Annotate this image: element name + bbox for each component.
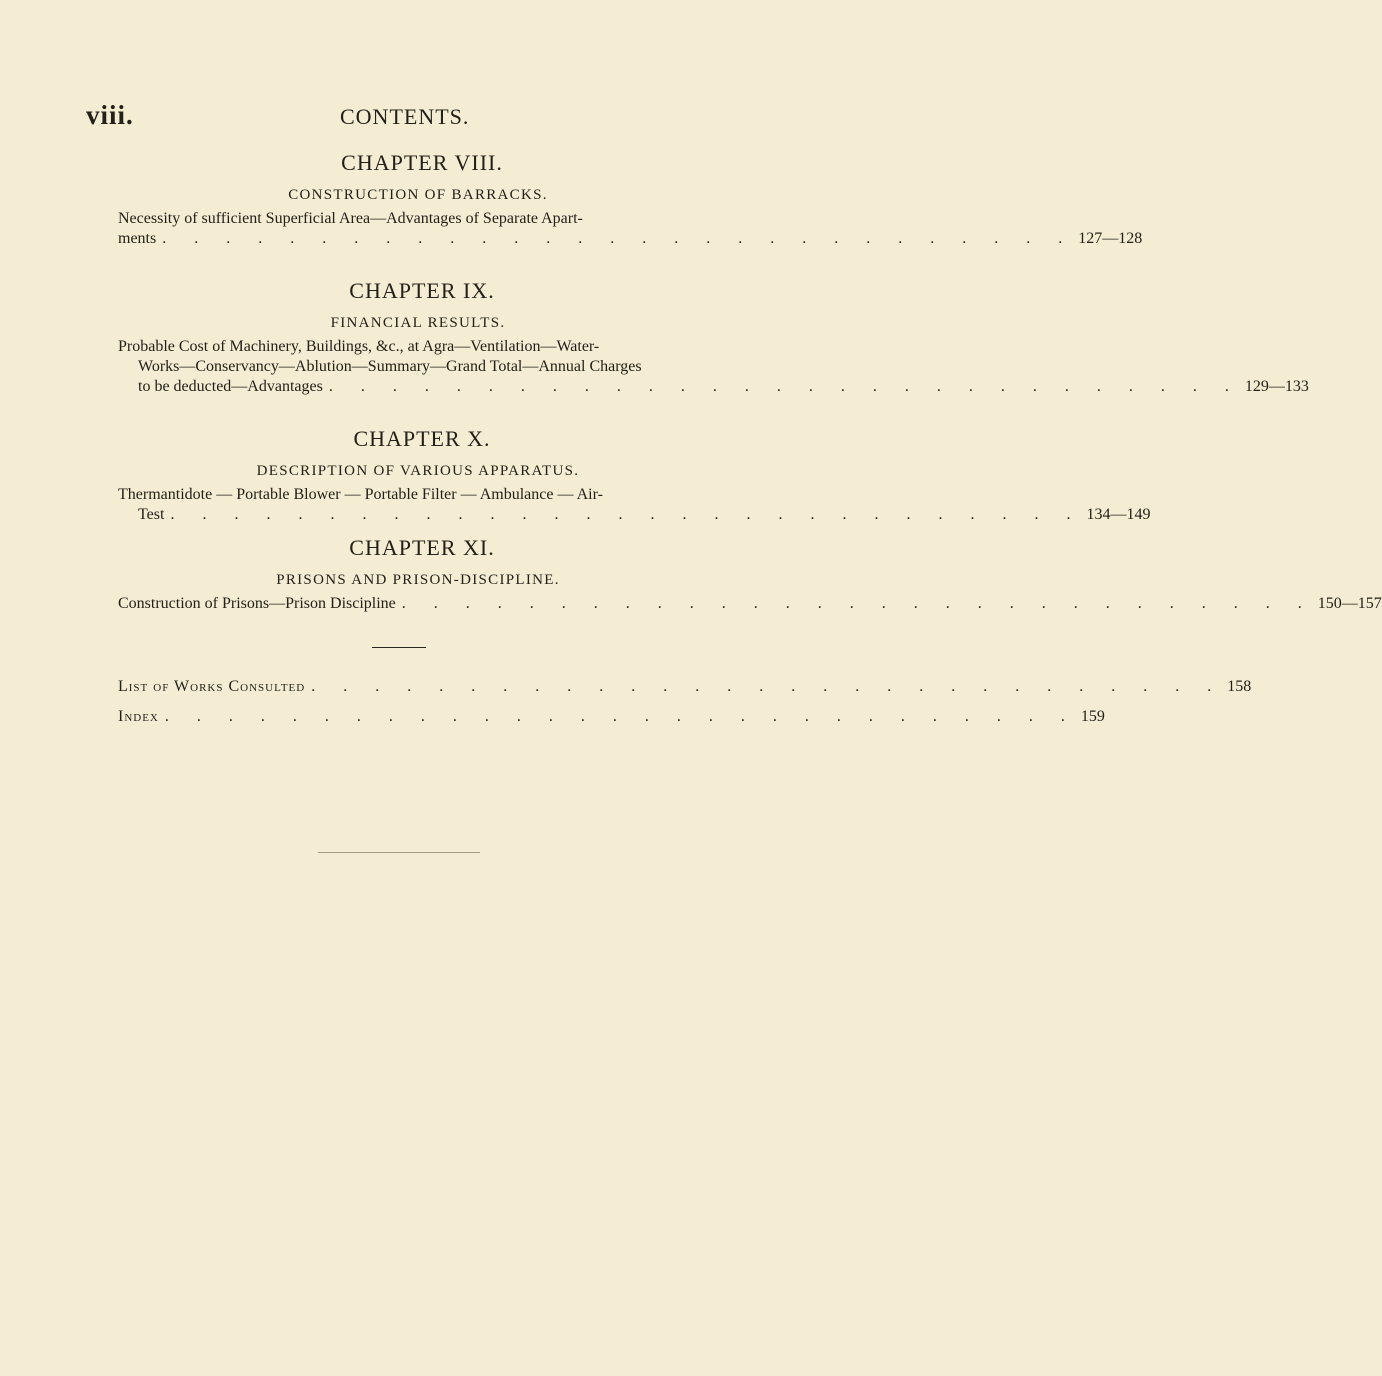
chapter-contents	[118, 209, 1143, 249]
chapter-10	[118, 426, 1151, 525]
page-range: 134—149	[1086, 506, 1151, 523]
page-folio: viii.	[86, 100, 134, 130]
chapter-heading: CHAPTER X.	[353, 426, 491, 451]
contents-line: Probable Cost of Machinery, Buildings, &c., at Agra—Ventilation—Water-	[118, 338, 600, 355]
contents-line: Thermantidote — Portable Blower — Portable Filter — Ambulance — Air-	[118, 486, 603, 503]
chapter-contents	[118, 485, 1151, 525]
chapter-subtitle: CONSTRUCTION OF BARRACKS.	[288, 187, 548, 203]
contents-line: Necessity of sufficient Superficial Area—Advantages of Separate Apart-	[118, 210, 583, 227]
dot-leader: . . . . . . . . . . . . . . . . . . . . . . . . . . . . .	[164, 708, 1077, 725]
dot-leader: . . . . . . . . . . . . . . . . . . . . . . . . . . . . .	[170, 506, 1083, 523]
chapter-subtitle: DESCRIPTION OF VARIOUS APPARATUS.	[256, 463, 580, 479]
contents-last-line: to be deducted—Advantages . . . . . . . . . . . . . . . . . . . . . . . . . . . . . 129—133	[138, 378, 1309, 395]
chapter-subtitle: PRISONS AND PRISON-DISCIPLINE.	[276, 572, 560, 588]
page-range: 129—133	[1244, 378, 1309, 395]
contents-last-line: Construction of Prisons—Prison Discipline . . . . . . . . . . . . . . . . . . . . . . . . . . . . . 150—157	[118, 595, 1382, 612]
section-divider	[372, 647, 426, 648]
back-matter-list-of-works	[118, 678, 1252, 696]
chapter-heading: CHAPTER IX.	[349, 278, 495, 303]
chapter-subtitle: FINANCIAL RESULTS.	[330, 315, 506, 331]
running-head-title: CONTENTS.	[340, 104, 470, 129]
dot-leader: . . . . . . . . . . . . . . . . . . . . . . . . . . . . .	[401, 595, 1314, 612]
dot-leader: . . . . . . . . . . . . . . . . . . . . . . . . . . . . .	[328, 378, 1241, 395]
contents-last-line: ments . . . . . . . . . . . . . . . . . . . . . . . . . . . . . 127—128	[118, 230, 1143, 247]
chapter-contents	[118, 594, 1382, 614]
chapter-contents	[118, 337, 1309, 397]
contents-line: Index . . . . . . . . . . . . . . . . . . . . . . . . . . . . . 159	[118, 708, 718, 726]
page-range: 150—157	[1317, 595, 1382, 612]
running-head	[86, 100, 706, 134]
contents-line: List of Works Consulted . . . . . . . . . . . . . . . . . . . . . . . . . . . . . 158	[118, 678, 718, 696]
page-number: 159	[1080, 708, 1105, 725]
chapter-8	[118, 150, 1143, 249]
chapter-9	[118, 278, 1309, 397]
contents-last-line: Test . . . . . . . . . . . . . . . . . . . . . . . . . . . . . 134—149	[138, 506, 1151, 523]
chapter-11	[118, 535, 1382, 614]
bleed-through-rule	[318, 852, 480, 853]
chapter-heading: CHAPTER XI.	[349, 535, 495, 560]
dot-leader: . . . . . . . . . . . . . . . . . . . . . . . . . . . . .	[162, 230, 1075, 247]
page-number: 158	[1227, 678, 1252, 695]
dot-leader: . . . . . . . . . . . . . . . . . . . . . . . . . . . . .	[311, 678, 1224, 695]
back-matter-index	[118, 708, 1105, 726]
page-range: 127—128	[1078, 230, 1143, 247]
chapter-heading: CHAPTER VIII.	[341, 150, 503, 175]
contents-line: Works—Conservancy—Ablution—Summary—Grand Total—Annual Charges	[138, 358, 642, 375]
